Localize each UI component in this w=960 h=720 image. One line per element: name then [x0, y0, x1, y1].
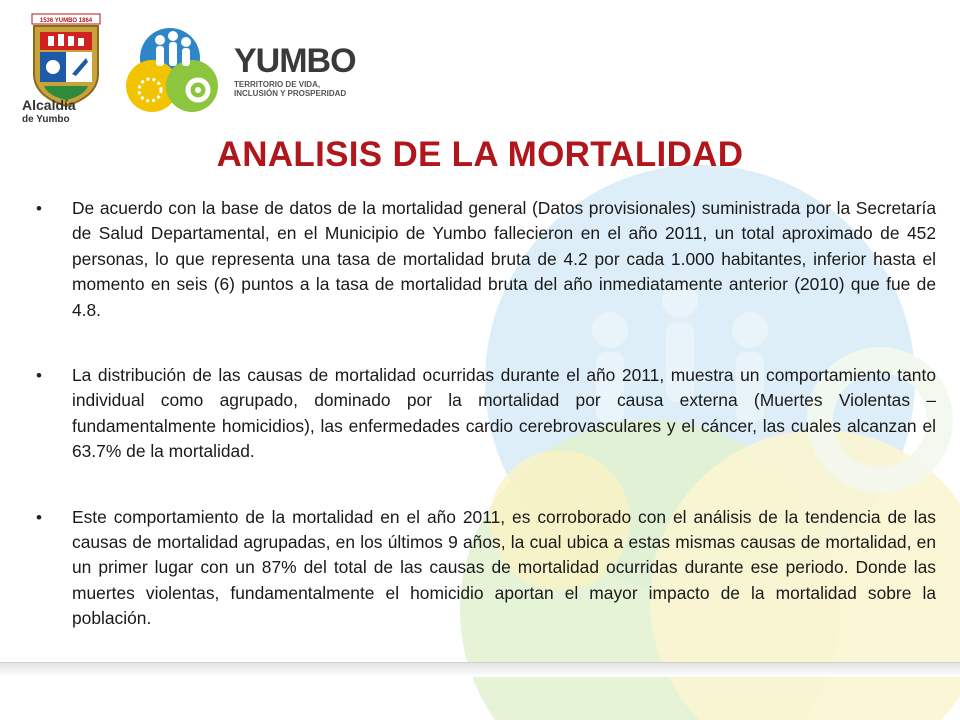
crest-caption-line1: Alcaldía: [22, 97, 76, 113]
crest-banner-text: 1536 YUMBO 1864: [39, 18, 93, 24]
brand-word: YUMBO: [234, 42, 356, 80]
brand-slogan: [234, 80, 346, 98]
crest-caption-line2: de Yumbo: [22, 114, 70, 125]
bullet-item: [36, 196, 936, 323]
bullet-text: La distribución de las causas de mortalidad ocurridas durante el año 2011, muestra un comportamiento tanto individual como agrupado, dominado por la mortalidad por causa externa (Muertes Violentas – fundamentalmente homicidios), las enfermedades cardio cerebrovasculares y el cáncer, las cuales alcanzan el 63.7% de la mortalidad.: [72, 365, 936, 462]
bullet-text: De acuerdo con la base de datos de la mortalidad general (Datos provisionales) suministrada por la Secretaría de Salud Departamental, en el Municipio de Yumbo fallecieron en el año 2011, un total aproximado de 452 personas, lo que representa una tasa de mortalidad bruta de 4.2 por cada 1.000 habitantes, inferior hasta el momento en seis (6) puntos a la tasa de mortalidad bruta del año inmediatamente anterior (2010) que fue de 4.8.: [72, 198, 936, 320]
bullet-marker: •: [36, 507, 42, 527]
bullet-marker: •: [36, 199, 42, 218]
brand-slogan-line1: TERRITORIO DE VIDA,: [234, 80, 321, 89]
bullet-marker: •: [36, 366, 42, 386]
bullet-text: Este comportamiento de la mortalidad en el año 2011, es corroborado con el análisis de la tendencia de las causas de mortalidad agrupadas, en los últimos 9 años, la cual ubica a estas mismas causas de mortalidad, en un primer lugar con un 87% del total de las causas de mortalidad ocurridas durante ese periodo. Donde las muertes violentas, fundamentalmente el homicidio aportan el mayor impacto de la mortalidad sobre la población.: [72, 506, 936, 629]
bullet-item: [36, 363, 936, 465]
brand-slogan-line2: INCLUSIÓN Y PROSPERIDAD: [234, 89, 347, 99]
footer-divider: [0, 662, 960, 677]
bullet-list: [36, 196, 936, 672]
crest-caption: [22, 98, 132, 125]
bullet-item: [36, 505, 936, 632]
page-title: ANALISIS DE LA MORTALIDAD: [216, 135, 744, 174]
yumbo-brand-logo: [118, 20, 230, 118]
